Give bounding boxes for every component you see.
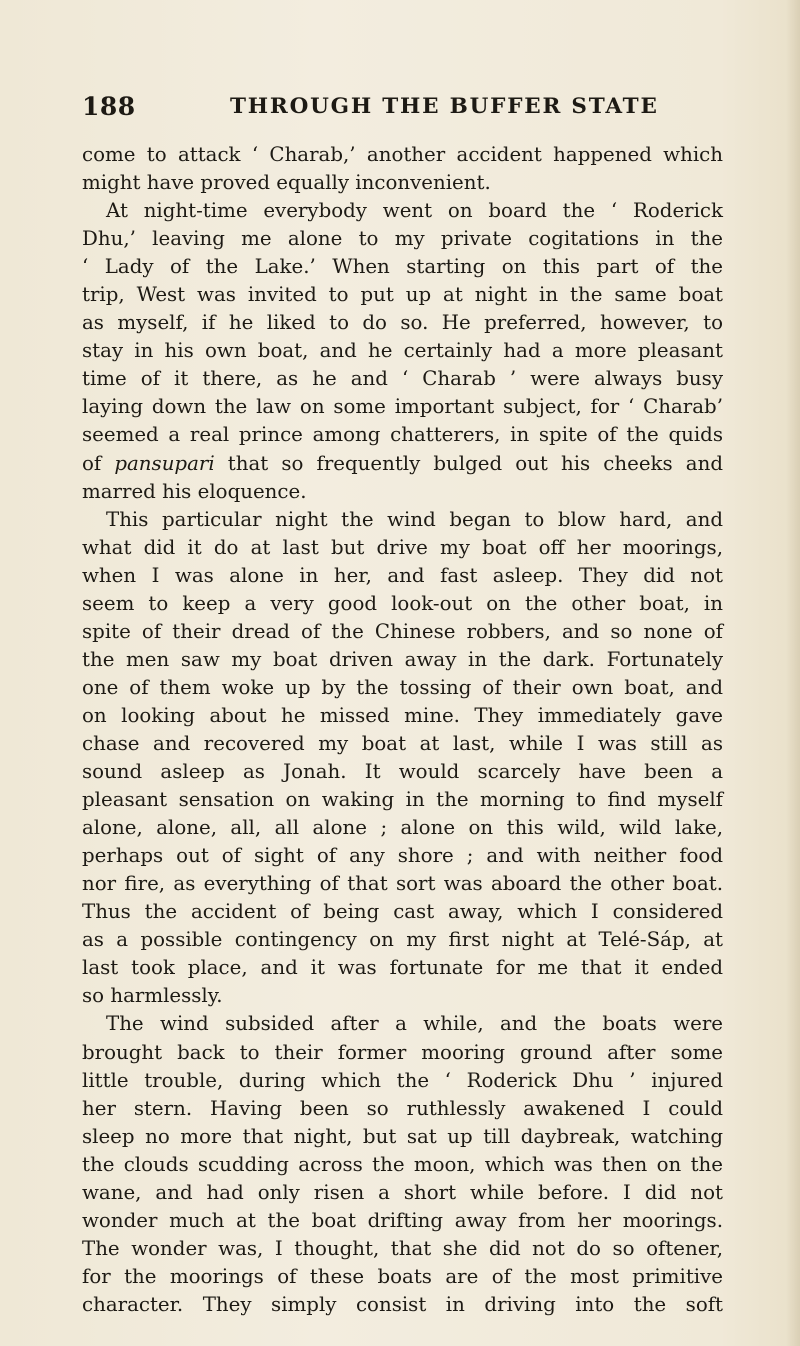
text-line: Dhu,’ leaving me alone to my private cogitations in the xyxy=(82,227,723,251)
text-line: wonder much at the boat drifting away from her moorings. xyxy=(82,1208,723,1232)
italic-term: pansupari xyxy=(114,451,215,475)
page-edge-shadow xyxy=(786,0,800,1346)
text-line: seem to keep a very good look-out on the other boat, in xyxy=(82,591,723,615)
text-line: brought back to their former mooring ground after some xyxy=(82,1040,723,1064)
text-line: come to attack ‘ Charab,’ another accident happened which xyxy=(82,143,723,166)
text-line: on looking about he missed mine. They immediately gave xyxy=(82,703,723,727)
paragraph-start-line: At night-time everybody went on board the ‘ Roderick xyxy=(106,199,723,223)
text-line: one of them woke up by the tossing of their own boat, and xyxy=(82,675,723,699)
text-line: as a possible contingency on my first night at Telé-Sáp, at xyxy=(82,928,723,952)
running-header xyxy=(82,92,722,124)
text-line: laying down the law on some important subject, for ‘ Charab’ xyxy=(82,395,723,419)
text-line: wane, and had only risen a short while before. I did not xyxy=(82,1180,723,1204)
text-line: the men saw my boat driven away in the dark. Fortunately xyxy=(82,647,723,671)
page-number: 188 xyxy=(82,92,136,121)
text-line: chase and recovered my boat at last, while I was still as xyxy=(82,731,723,755)
text-line: of pansupari that so frequently bulged out his cheeks and xyxy=(82,451,723,475)
text-line: trip, West was invited to put up at night in the same boat xyxy=(82,283,723,307)
text-line: seemed a real prince among chatterers, in spite of the quids xyxy=(82,423,723,447)
body-text xyxy=(82,141,723,1319)
text-line: sound asleep as Jonah. It would scarcely have been a xyxy=(82,760,723,784)
text-line: when I was alone in her, and fast asleep. They did not xyxy=(82,563,723,587)
text-line: for the moorings of these boats are of the most primitive xyxy=(82,1264,723,1288)
text-line: her stern. Having been so ruthlessly awakened I could xyxy=(82,1096,723,1120)
text-line: sleep no more that night, but sat up till daybreak, watching xyxy=(82,1124,723,1148)
text-line: perhaps out of sight of any shore ; and with neither food xyxy=(82,844,723,868)
text-line: Thus the accident of being cast away, which I considered xyxy=(82,900,723,924)
running-title: THROUGH THE BUFFER STATE xyxy=(230,94,659,119)
text-line: stay in his own boat, and he certainly had a more pleasant xyxy=(82,339,723,363)
text-line: might have proved equally inconvenient. xyxy=(82,171,491,195)
text-line: The wonder was, I thought, that she did not do so oftener, xyxy=(82,1236,723,1260)
text-line: as myself, if he liked to do so. He preferred, however, to xyxy=(82,311,723,335)
text-line: time of it there, as he and ‘ Charab ’ were always busy xyxy=(82,367,723,391)
text-line: so harmlessly. xyxy=(82,984,223,1008)
paragraph-start-line: The wind subsided after a while, and the boats were xyxy=(106,1012,723,1036)
paragraph-start-line: This particular night the wind began to blow hard, and xyxy=(106,507,723,531)
text-line: ‘ Lady of the Lake.’ When starting on this part of the xyxy=(82,255,723,279)
text-line: marred his eloquence. xyxy=(82,479,307,503)
text-line: little trouble, during which the ‘ Roderick Dhu ’ injured xyxy=(82,1068,723,1092)
text-line: spite of their dread of the Chinese robbers, and so none of xyxy=(82,619,723,643)
text-line: nor fire, as everything of that sort was aboard the other boat. xyxy=(82,872,723,896)
text-line: the clouds scudding across the moon, which was then on the xyxy=(82,1152,723,1176)
text-line: alone, alone, all, all alone ; alone on this wild, wild lake, xyxy=(82,816,723,840)
text-line: character. They simply consist in driving into the soft xyxy=(82,1292,723,1316)
text-line: pleasant sensation on waking in the morning to find myself xyxy=(82,788,723,812)
text-line: what did it do at last but drive my boat off her moorings, xyxy=(82,535,723,559)
text-line: last took place, and it was fortunate for me that it ended xyxy=(82,956,723,980)
